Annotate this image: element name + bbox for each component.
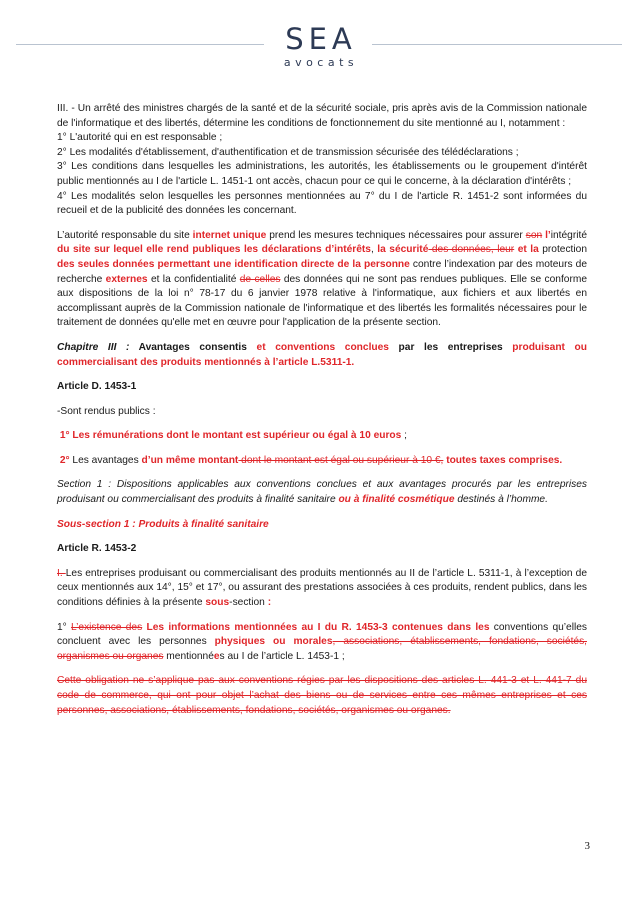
article-d1453-1-title: Article D. 1453-1 bbox=[57, 381, 137, 393]
section-iii-item-4: 4° Les modalités selon lesquelles les personnes mentionnées au 7° du I de l'article R. 1451-2 sont informées du recueil et de la publicité des données les concernant. bbox=[57, 190, 587, 217]
autorite-text-5: protection bbox=[538, 244, 587, 256]
sea-avocats-logo bbox=[0, 22, 638, 82]
section-iii-item-3: 3° Les conditions dans lesquelles les administrations, les autorités, les établissements ou le groupement d'intérêt public mentionnés au I de l'article L. 1451-1 ont accès, chacun pour ce qui le concerne, à la déclaration d'intérêts ; bbox=[57, 161, 587, 187]
autorite-text-7: et la confidentialité bbox=[147, 273, 240, 285]
art2-item-1 bbox=[57, 621, 587, 665]
article-d1453-1-intro: -Sont rendus publics : bbox=[57, 405, 156, 417]
autorite-insert-4: la sécurité bbox=[377, 244, 429, 256]
logo-mark: SEA bbox=[285, 22, 357, 56]
art2-item-1-text-2: mentionné bbox=[163, 650, 214, 662]
section-iii-item-2: 2° Les modalités d'établissement, d'authentification et de transmission sécurisée des télédéclarations ; bbox=[57, 146, 519, 158]
autorite-text-1: L’autorité responsable du site bbox=[57, 229, 193, 241]
autorite-insert-3: du site sur lequel elle rend publiques les déclarations d’intérêts bbox=[57, 244, 371, 256]
autorite-deletion-1: son bbox=[525, 229, 543, 241]
art2-item-1-insert-3: e bbox=[213, 650, 220, 662]
section-1-insert: ou à finalité cosmétique bbox=[338, 494, 455, 506]
logo-subtitle: avocats bbox=[283, 56, 359, 69]
item-2-deletion: dont le montant est égal ou supérieur à 10 €, bbox=[238, 454, 444, 466]
section-iii-intro: III. - Un arrêté des ministres chargés de la santé et de la sécurité sociale, pris après avis de la Commission nationale de l'informatique et des libertés, détermine les conditions de fonctionnement du site mentionné au I, notamment : bbox=[57, 103, 587, 129]
chapitre-insert-1: et conventions conclues bbox=[256, 341, 389, 353]
art2-item-1-insert-2: physiques ou morales bbox=[214, 636, 333, 648]
art2-item-1-number: 1° bbox=[57, 621, 72, 633]
autorite-insert-6: des seules données permettant une identification directe de la personne bbox=[57, 258, 410, 270]
art2-insert-2: : bbox=[267, 597, 272, 609]
item-2-number: 2° bbox=[59, 454, 70, 466]
art2-item-1-deletion-1: L’existence des bbox=[71, 621, 143, 633]
chapitre-heading bbox=[57, 341, 587, 370]
item-2-insert: d’un même montant bbox=[141, 454, 239, 466]
item-1-text: 1° Les rémunérations dont le montant est supérieur ou égal à 10 euros bbox=[59, 430, 402, 442]
deleted-obligation-paragraph: Cette obligation ne s’applique pas aux conventions régies par les dispositions des articles L. 441-3 et L. 441-7 du code de commerce, qui ont pour objet l’achat des biens ou de services entre ces mêmes entreprises et ces personnes, associations, établissements, fondations, sociétés, organismes ou organes. bbox=[57, 675, 587, 716]
autorite-deletion-2: des données, leur bbox=[428, 244, 515, 256]
chapitre-text-1: Avantages consentis bbox=[129, 341, 257, 353]
logo-rule-left bbox=[16, 44, 264, 45]
art2-text-2: -section bbox=[229, 597, 268, 609]
autorite-paragraph bbox=[57, 229, 587, 331]
autorite-text-3: intégrité bbox=[550, 229, 587, 241]
section-1-heading bbox=[57, 478, 587, 507]
art2-item-1-text-1: conventions qu’elles concluent avec les personnes bbox=[57, 621, 588, 648]
chapitre-text-2: par les entreprises bbox=[388, 341, 513, 353]
article-d1453-1-item-2 bbox=[57, 454, 587, 469]
art2-item-1-deletion-2: , associations, établissements, fondations, sociétés, organismes ou organes bbox=[57, 636, 587, 662]
article-r1453-2-paragraph bbox=[57, 567, 587, 611]
chapitre-label: Chapitre III : bbox=[57, 341, 130, 353]
section-iii-item-1: 1° L'autorité qui en est responsable ; bbox=[57, 132, 223, 144]
item-2-text: Les avantages bbox=[69, 454, 142, 466]
art2-insert-1: sous bbox=[205, 597, 230, 609]
art2-deletion: I. bbox=[57, 567, 66, 579]
section-iii-paragraph bbox=[57, 102, 587, 219]
section-1-text-2: destinés à l’homme. bbox=[454, 494, 548, 506]
autorite-deletion-3: de celles bbox=[239, 273, 281, 285]
chapitre-insert-2: produisant ou commercialisant des produits mentionnés à l’article L.5311-1. bbox=[57, 341, 587, 368]
item-1-end: ; bbox=[401, 430, 407, 442]
art2-item-1-text-3: s au I de l’article L. 1453-1 ; bbox=[219, 650, 345, 662]
item-2-insert-2: toutes taxes comprises. bbox=[443, 454, 563, 466]
article-d1453-1-item-1 bbox=[57, 429, 587, 444]
sous-section-heading: Sous-section 1 : Produits à finalité sanitaire bbox=[57, 518, 269, 530]
art2-item-1-insert-1: Les informations mentionnées au I du R. 1453-3 contenues dans les bbox=[142, 621, 490, 633]
section-1-text-1: Section 1 : Dispositions applicables aux conventions conclues et aux avantages procurés par les entreprises produisant ou commercialisant des produits à finalité sanitaire bbox=[57, 479, 587, 506]
autorite-insert-1: internet unique bbox=[192, 229, 267, 241]
art2-text-1: Les entreprises produisant ou commercialisant des produits mentionnés au II de l’article L. 5311-1, à l’exception de ceux mentionnés aux 14°, 15° et 17°, ou assurant des prestations associées à ces produits, rendent publics, dans les conditions définies à la présente bbox=[57, 567, 587, 609]
article-r1453-2-title: Article R. 1453-2 bbox=[57, 543, 137, 555]
autorite-text-2: prend les mesures techniques nécessaires pour assurer bbox=[266, 229, 526, 241]
document-body bbox=[57, 102, 587, 728]
page-number: 3 bbox=[584, 840, 590, 852]
logo-rule-right bbox=[372, 44, 622, 45]
autorite-insert-2: l’ bbox=[545, 229, 551, 241]
autorite-text-6: contre l’indexation par des moteurs de recherche bbox=[57, 258, 587, 285]
autorite-insert-5: et la bbox=[514, 244, 539, 256]
autorite-insert-7: externes bbox=[105, 273, 148, 285]
autorite-text-8: des données qui ne sont pas rendues publiques. Elle se conforme aux dispositions de la loi n° 78-17 du 6 janvier 1978 relative à l'informatique, aux fichiers et aux libertés en accomplissant auprès de la Commission nationale de l'informatique et des libertés les formalités nécessaires pour le traitement de données qu'elle met en œuvre pour l'application de la présente section. bbox=[57, 273, 587, 329]
autorite-text-4: , bbox=[370, 244, 378, 256]
